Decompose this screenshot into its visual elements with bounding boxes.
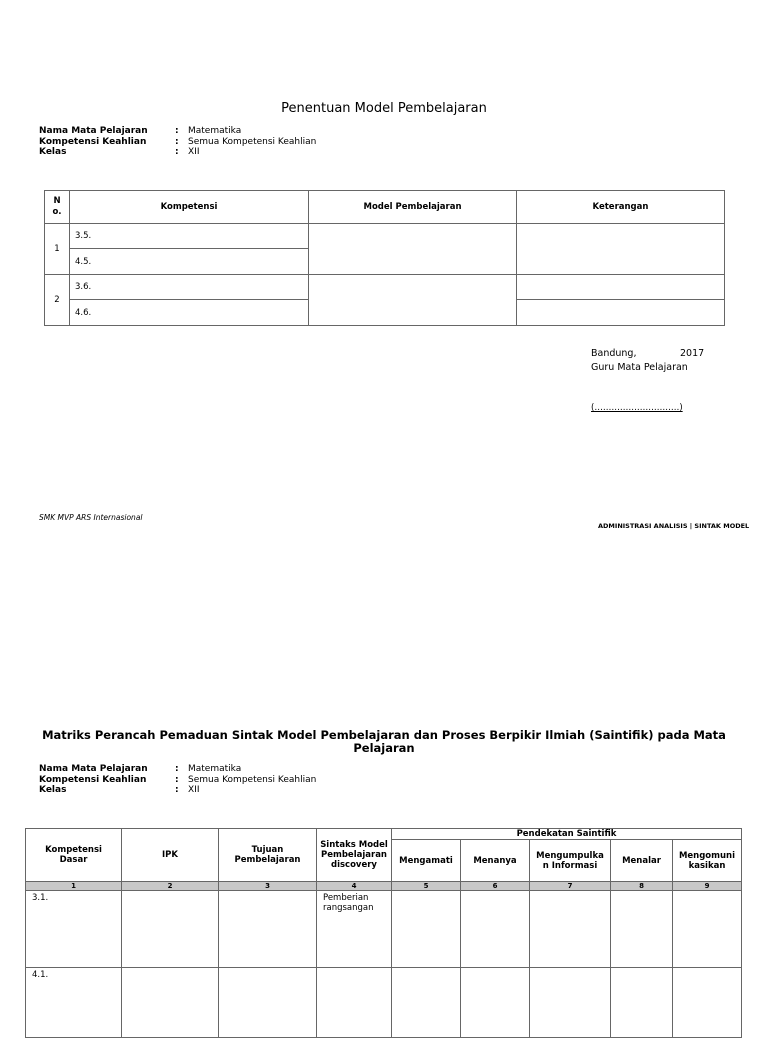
- signature-role: Guru Mata Pelajaran: [591, 362, 688, 373]
- header-mengumpulkan-informasi: Mengumpulkan Informasi: [530, 840, 611, 882]
- mengomunikasikan-cell[interactable]: [673, 968, 742, 1038]
- tujuan-cell[interactable]: [219, 891, 317, 968]
- matrix-table: [25, 828, 742, 1038]
- signature-place: Bandung,: [591, 348, 637, 359]
- keterangan-cell[interactable]: [517, 300, 725, 326]
- matrix-title: Matriks Perancah Pemaduan Sintak Model Pembelajaran dan Proses Berpikir Ilmiah (Saintifik) pada Mata Pelajaran: [42, 728, 726, 755]
- tujuan-cell[interactable]: [219, 968, 317, 1038]
- column-number: 6: [461, 882, 530, 891]
- table-header-row: [26, 829, 742, 840]
- menalar-cell[interactable]: [611, 968, 673, 1038]
- page-title: Penentuan Model Pembelajaran: [281, 101, 487, 116]
- header-model: Model Pembelajaran: [309, 191, 517, 224]
- header-mengomunikasikan: Mengomunikasikan: [673, 840, 742, 882]
- info-block: [39, 764, 439, 796]
- ipk-cell[interactable]: [122, 968, 219, 1038]
- column-number: 9: [673, 882, 742, 891]
- column-number: 7: [530, 882, 611, 891]
- info-value: Matematika: [188, 126, 242, 136]
- info-row-class: [39, 785, 439, 796]
- competency-code: 4.5.: [70, 249, 309, 275]
- menalar-cell[interactable]: [611, 891, 673, 968]
- info-value: Semua Kompetensi Keahlian: [188, 136, 317, 147]
- header-pendekatan-saintifik: Pendekatan Saintifik: [392, 829, 742, 840]
- competency-code: 4.6.: [70, 300, 309, 326]
- table-row: [45, 224, 725, 249]
- menanya-cell[interactable]: [461, 891, 530, 968]
- info-block: [39, 126, 439, 158]
- info-colon: :: [175, 764, 179, 774]
- column-number: 8: [611, 882, 673, 891]
- info-label: Kompetensi Keahlian: [39, 136, 147, 147]
- info-colon: :: [175, 126, 179, 136]
- info-row-class: [39, 147, 439, 158]
- info-row-competency: [39, 137, 439, 148]
- model-cell[interactable]: [309, 224, 517, 275]
- mengumpulkan-cell[interactable]: [530, 891, 611, 968]
- header-menanya: Menanya: [461, 840, 530, 882]
- info-colon: :: [175, 785, 179, 795]
- column-number-row: [26, 882, 742, 891]
- column-number: 5: [392, 882, 461, 891]
- kd-cell: 3.1.: [26, 891, 122, 968]
- signature-year: 2017: [680, 348, 705, 359]
- ipk-cell[interactable]: [122, 891, 219, 968]
- keterangan-cell[interactable]: [517, 224, 725, 275]
- mengamati-cell[interactable]: [392, 968, 461, 1038]
- header-kompetensi-dasar: Kompetensi Dasar: [26, 829, 122, 882]
- mengumpulkan-cell[interactable]: [530, 968, 611, 1038]
- info-value: XII: [188, 147, 200, 157]
- column-number: 1: [26, 882, 122, 891]
- model-cell[interactable]: [309, 275, 517, 326]
- info-label: Nama Mata Pelajaran: [39, 764, 148, 774]
- footer-school: SMK MVP ARS Internasional: [39, 513, 143, 522]
- sintaks-cell: Pemberian rangsangan: [317, 891, 392, 968]
- info-label: Nama Mata Pelajaran: [39, 126, 148, 136]
- row-number: 1: [45, 224, 70, 275]
- menanya-cell[interactable]: [461, 968, 530, 1038]
- info-value: XII: [188, 785, 200, 795]
- model-table: [44, 190, 725, 326]
- table-row: [26, 968, 742, 1038]
- header-sintaks: Sintaks Model Pembelajaran discovery: [317, 829, 392, 882]
- header-no: No.: [45, 191, 70, 224]
- info-colon: :: [175, 136, 179, 147]
- header-tujuan: Tujuan Pembelajaran: [219, 829, 317, 882]
- info-row-subject: [39, 126, 439, 137]
- header-mengamati: Mengamati: [392, 840, 461, 882]
- header-ipk: IPK: [122, 829, 219, 882]
- mengomunikasikan-cell[interactable]: [673, 891, 742, 968]
- table-row: [45, 275, 725, 300]
- competency-code: 3.5.: [70, 224, 309, 249]
- footer-section: ADMINISTRASI ANALISIS | SINTAK MODEL: [598, 522, 750, 530]
- info-label: Kompetensi Keahlian: [39, 774, 147, 785]
- sintaks-cell: [317, 968, 392, 1038]
- info-value: Matematika: [188, 764, 242, 774]
- signature-name-placeholder: (…………………………): [591, 403, 683, 413]
- kd-cell: 4.1.: [26, 968, 122, 1038]
- column-number: 2: [122, 882, 219, 891]
- info-label: Kelas: [39, 147, 67, 157]
- info-colon: :: [175, 774, 179, 785]
- row-number: 2: [45, 275, 70, 326]
- info-row-competency: [39, 775, 439, 786]
- keterangan-cell[interactable]: [517, 275, 725, 300]
- info-row-subject: [39, 764, 439, 775]
- info-colon: :: [175, 147, 179, 157]
- table-header-row: [45, 191, 725, 224]
- mengamati-cell[interactable]: [392, 891, 461, 968]
- info-value: Semua Kompetensi Keahlian: [188, 774, 317, 785]
- column-number: 3: [219, 882, 317, 891]
- header-kompetensi: Kompetensi: [70, 191, 309, 224]
- header-menalar: Menalar: [611, 840, 673, 882]
- column-number: 4: [317, 882, 392, 891]
- competency-code: 3.6.: [70, 275, 309, 300]
- info-label: Kelas: [39, 785, 67, 795]
- table-row: [26, 891, 742, 968]
- header-keterangan: Keterangan: [517, 191, 725, 224]
